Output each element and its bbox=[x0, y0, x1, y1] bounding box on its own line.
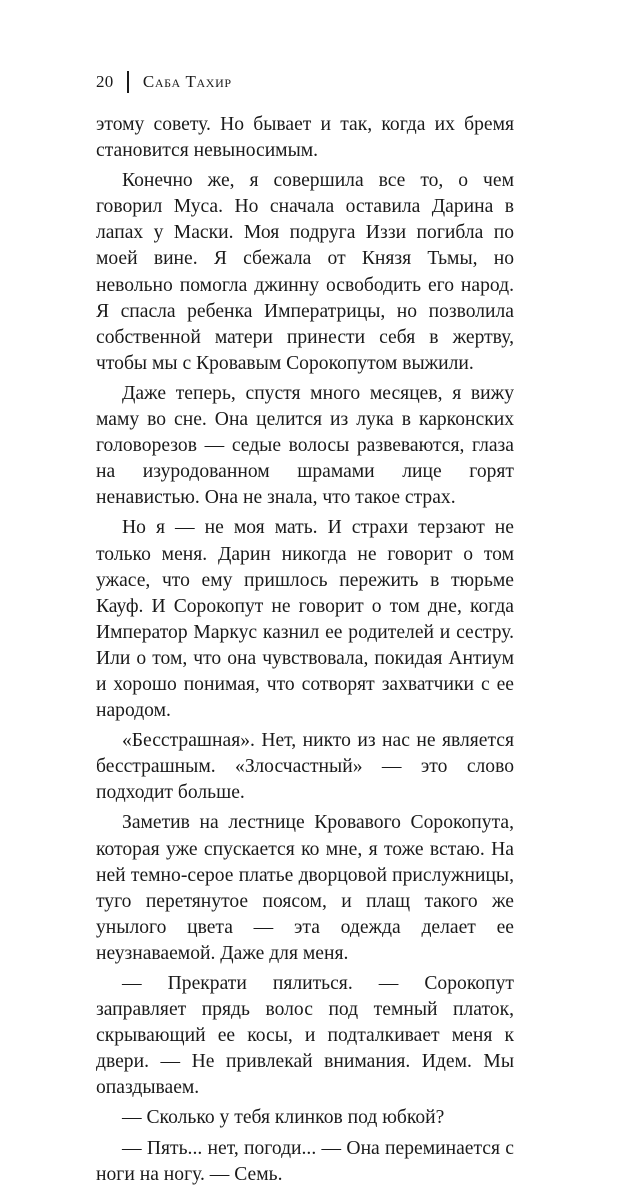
page-number: 20 bbox=[96, 72, 114, 91]
dialogue-line: — Сколько у тебя клинков под юбкой? bbox=[122, 1107, 445, 1129]
paragraph: «Бесстрашная». Нет, никто из нас не является бесстрашным. «Злосчастный» — это слово подходит больше. bbox=[96, 730, 514, 804]
running-head bbox=[96, 70, 232, 94]
paragraph: Но я — не моя мать. И страхи терзают не только меня. Дарин никогда не говорит о том ужасе, что ему пришлось пережить в тюрьме Кауф. И Сорокопут не говорит о том дне, когда Император Маркус казнил ее родителей и сестру. Или о том, что она чувствовала, покидая Антиум и хорошо понимая, что сотворят захватчики с ее народом. bbox=[96, 517, 514, 722]
author-name: Саба Тахир bbox=[142, 72, 232, 91]
dialogue-line: — Прекрати пялиться. — Сорокопут заправляет прядь волос под темный платок, скрывающий ее косы, и подталкивает меня к двери. — Не привлекай внимания. Идем. Мы опаздываем. bbox=[96, 973, 514, 1099]
dialogue-line: — Пять... нет, погоди... — Она переминается с ноги на ногу. — Семь. bbox=[96, 1137, 514, 1185]
body-text bbox=[96, 112, 514, 1192]
header-divider bbox=[127, 71, 129, 93]
paragraph: этому совету. Но бывает и так, когда их бремя становится невыносимым. bbox=[96, 114, 514, 162]
paragraph: Даже теперь, спустя много месяцев, я вижу маму во сне. Она целится из лука в карконских головорезов — седые волосы развеваются, глаза на изуродованном шрамами лице горят ненавистью. Она не знала, что такое страх. bbox=[96, 382, 514, 509]
paragraph: Заметив на лестнице Кровавого Сорокопута, которая уже спускается ко мне, я тоже встаю. На ней темно-серое платье дворцовой прислужницы, туго перетянутое поясом, и плащ такого же унылого цвета — эта одежда делает ее неузнаваемой. Даже для меня. bbox=[96, 812, 514, 964]
paragraph: Конечно же, я совершила все то, о чем говорил Муса. Но сначала оставила Дарина в лапах у Маски. Моя подруга Иззи погибла по моей вине. Я сбежала от Князя Тьмы, но невольно помогла джинну освободить его народ. Я спасла ребенка Императрицы, но позволила собственной матери принести себя в жертву, чтобы мы с Кровавым Сорокопутом выжили. bbox=[96, 170, 514, 374]
